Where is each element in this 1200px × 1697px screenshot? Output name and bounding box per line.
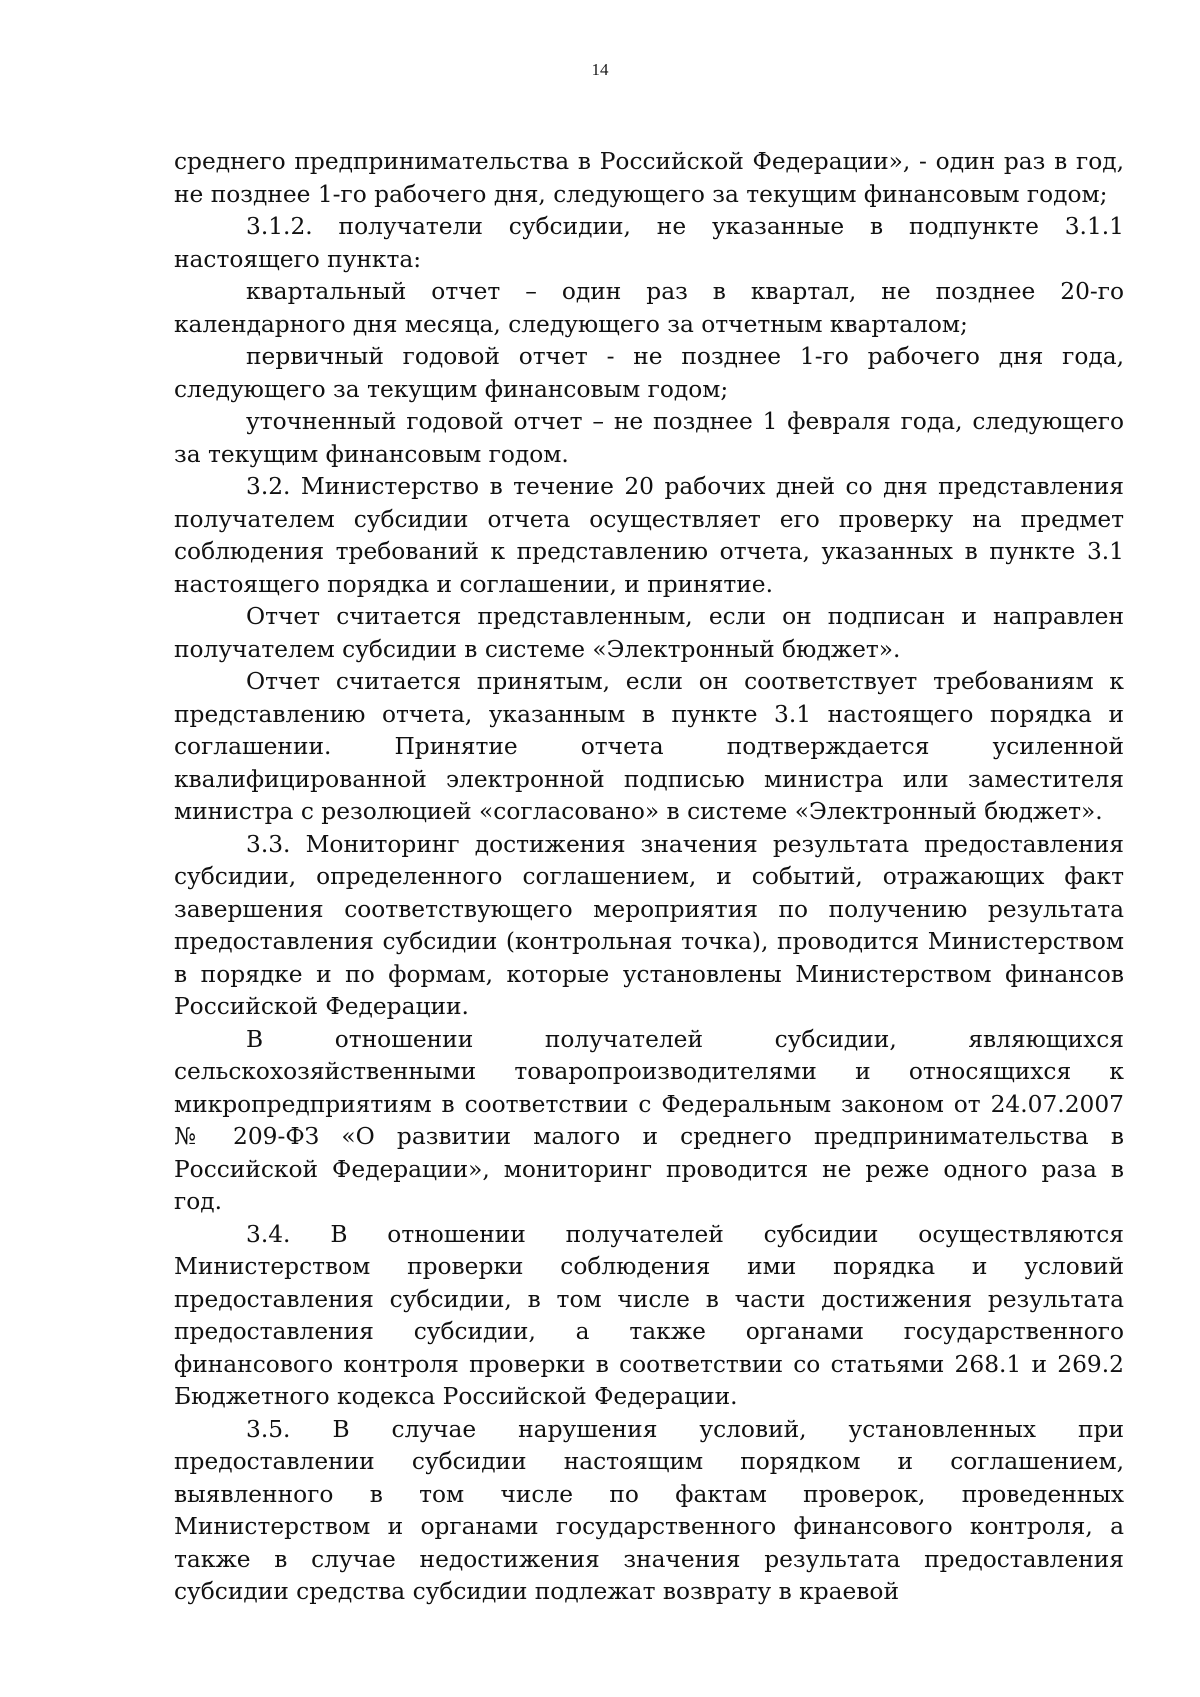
document-body [174, 146, 1124, 1609]
paragraph-report-submitted: Отчет считается представленным, если он подписан и направлен получателем субсидии в системе «Электронный бюджет». [174, 603, 1124, 663]
page-number: 14 [591, 60, 609, 79]
paragraph-report-accepted: Отчет считается принятым, если он соответствует требованиям к представлению отчета, указанным в пункте 3.1 настоящего порядка и соглашении. Принятие отчета подтверждается усиленной квалифицированной электронной подписью министра или заместителя министра с резолюцией «согласовано» в системе «Электронный бюджет». [174, 668, 1124, 825]
paragraph-3-2: 3.2. Министерство в течение 20 рабочих дней со дня представления получателем субсидии отчета осуществляет его проверку на предмет соблюдения требований к представлению отчета, указанных в пункте 3.1 настоящего порядка и соглашении, и принятие. [174, 473, 1124, 598]
paragraph-continuation: среднего предпринимательства в Российской Федерации», - один раз в год, не позднее 1-го рабочего дня, следующего за текущим финансовым годом; [174, 148, 1124, 208]
paragraph-3-4: 3.4. В отношении получателей субсидии осуществляются Министерством проверки соблюдения ими порядка и условий предоставления субсидии, в том числе в части достижения результата предоставления субсидии, а также органами государственного финансового контроля проверки в соответствии со статьями 268.1 и 269.2 Бюджетного кодекса Российской Федерации. [174, 1220, 1124, 1410]
paragraph-3-3: 3.3. Мониторинг достижения значения результата предоставления субсидии, определенного соглашением, и событий, отражающих факт завершения соответствующего мероприятия по получению результата предоставления субсидии (контрольная точка), проводится Министерством в порядке и по формам, которые установлены Министерством финансов Российской Федерации. [174, 830, 1124, 1020]
paragraph-3-5: 3.5. В случае нарушения условий, установленных при предоставлении субсидии настоящим порядком и соглашением, выявленного в том числе по фактам проверок, проведенных Министерством и органами государственного финансового контроля, а также в случае недостижения значения результата предоставления субсидии средства субсидии подлежат возврату в краевой [174, 1415, 1124, 1605]
paragraph-primary-annual-report: первичный годовой отчет - не позднее 1-го рабочего дня года, следующего за текущим финансовым годом; [174, 343, 1124, 403]
paragraph-monitoring-frequency: В отношении получателей субсидии, являющихся сельскохозяйственными товаропроизводителями и относящихся к микропредприятиям в соответствии с Федеральным законом от 24.07.2007 № 209-ФЗ «О развитии малого и среднего предпринимательства в Российской Федерации», мониторинг проводится не реже одного раза в год. [174, 1025, 1124, 1215]
paragraph-3-1-2: 3.1.2. получатели субсидии, не указанные в подпункте 3.1.1 настоящего пункта: [174, 213, 1124, 273]
paragraph-refined-annual-report: уточненный годовой отчет – не позднее 1 февраля года, следующего за текущим финансовым годом. [174, 408, 1124, 468]
paragraph-quarterly-report: квартальный отчет – один раз в квартал, не позднее 20-го календарного дня месяца, следующего за отчетным кварталом; [174, 278, 1124, 338]
